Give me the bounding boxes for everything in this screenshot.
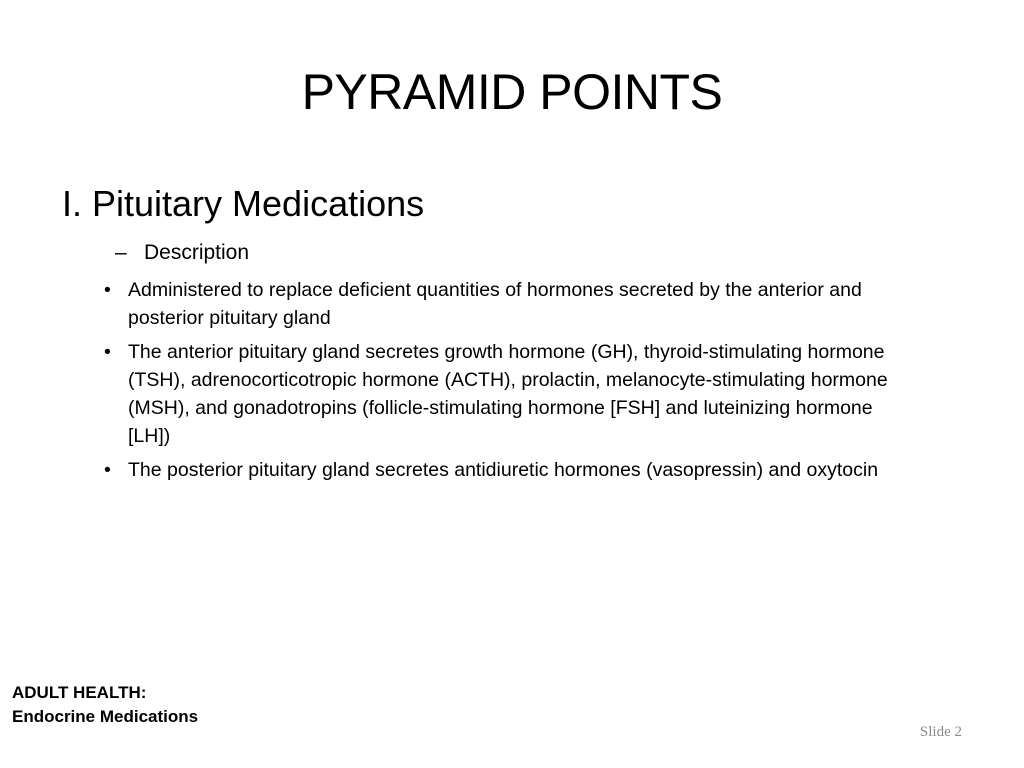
list-item	[104, 338, 918, 450]
section-heading: I. Pituitary Medications	[62, 183, 425, 224]
bullet-dot-icon: •	[104, 279, 111, 302]
slide-title: PYRAMID POINTS	[301, 64, 723, 120]
bullet-dot-icon: •	[104, 341, 111, 364]
slide-content	[62, 182, 962, 490]
bullet-list	[104, 276, 918, 484]
footer-line-1: ADULT HEALTH:	[12, 683, 147, 702]
bullet-dot-icon: •	[104, 459, 111, 482]
footer-course-label	[12, 681, 198, 729]
bullet-text: The posterior pituitary gland secretes antidiuretic hormones (vasopressin) and oxytocin	[128, 459, 879, 482]
subheading-label: Description	[144, 241, 250, 265]
list-item	[104, 276, 918, 332]
dash-bullet-icon: –	[115, 241, 127, 265]
subheading	[115, 239, 962, 266]
bullet-text: The anterior pituitary gland secretes growth hormone (GH), thyroid-stimulating hormone (TSH), adrenocorticotropic hormone (ACTH), prolactin, melanocyte-stimulating hormone (MSH), and gonadotropins (follicle-stimulating hormone [FSH] and luteinizing hormone [LH])	[128, 341, 888, 448]
bullet-text: Administered to replace deficient quantities of hormones secreted by the anterior and posterior pituitary gland	[128, 279, 862, 330]
list-item	[104, 456, 918, 484]
slide-number: Slide 2	[919, 724, 962, 740]
footer-line-2: Endocrine Medications	[12, 707, 199, 726]
